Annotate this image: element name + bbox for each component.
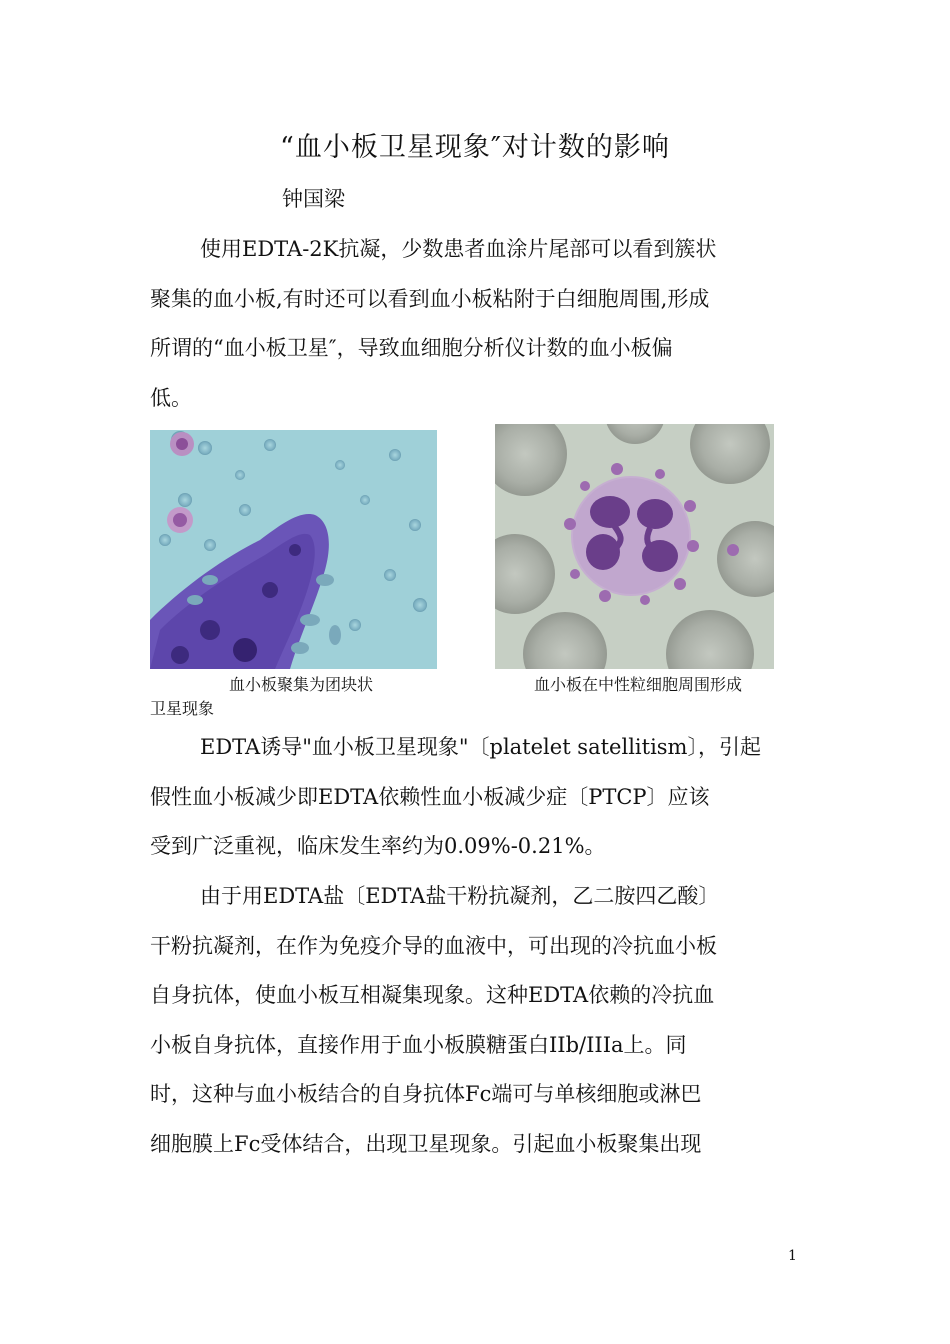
paragraph-intro <box>150 225 800 423</box>
paragraph-line: 由于用EDTA盐〔EDTA盐干粉抗凝剂，乙二胺四乙酸〕 <box>200 884 720 908</box>
paragraph-line: 小板自身抗体，直接作用于血小板膜糖蛋白IIb/IIIa上。同 <box>150 1032 687 1057</box>
neutrophil-satellite-micrograph <box>495 424 774 669</box>
paragraph-line: 细胞膜上Fc受体结合，出现卫星现象。引起血小板聚集出现 <box>150 1131 702 1156</box>
figure-caption-right: 血小板在中性粒细胞周围形成 <box>534 675 743 694</box>
author-name: 钟国梁 <box>282 187 345 211</box>
platelet-clump-image <box>150 430 437 669</box>
paragraph-line: 受到广泛重视，临床发生率约为0.09%-0.21%。 <box>150 834 606 858</box>
paragraph-line: 假性血小板减少即EDTA依赖性血小板减少症〔PTCP〕应该 <box>150 784 710 809</box>
paragraph-line: 自身抗体，使血小板互相凝集现象。这种EDTA依赖的冷抗血 <box>150 983 715 1007</box>
paragraph-line: 时，这种与血小板结合的自身抗体Fc端可与单核细胞或淋巴 <box>150 1082 702 1106</box>
paragraph-mechanism <box>150 872 800 1169</box>
page-number: 1 <box>788 1248 797 1264</box>
paragraph-line: 低。 <box>150 385 192 410</box>
platelet-clump-micrograph <box>150 430 437 669</box>
paragraph-line: 所谓的“血小板卫星″，导致血细胞分析仪计数的血小板偏 <box>150 336 673 360</box>
figure-caption-left: 血小板聚集为团块状 <box>229 675 374 694</box>
paragraph-line: 使用EDTA-2K抗凝，少数患者血涂片尾部可以看到簇状 <box>200 237 717 261</box>
paragraph-line: EDTA诱导"血小板卫星现象"〔platelet satellitism〕，引起 <box>200 735 761 759</box>
document-title: “血小板卫星现象″对计数的影响 <box>280 132 670 163</box>
figure-caption-right-continued: 卫星现象 <box>150 699 215 718</box>
paragraph-edta-satellitism <box>150 723 800 872</box>
paragraph-line: 聚集的血小板,有时还可以看到血小板粘附于白细胞周围,形成 <box>150 286 710 311</box>
paragraph-line: 干粉抗凝剂，在作为免疫介导的血液中，可出现的冷抗血小板 <box>150 933 717 958</box>
neutrophil-satellite-image <box>495 424 774 669</box>
